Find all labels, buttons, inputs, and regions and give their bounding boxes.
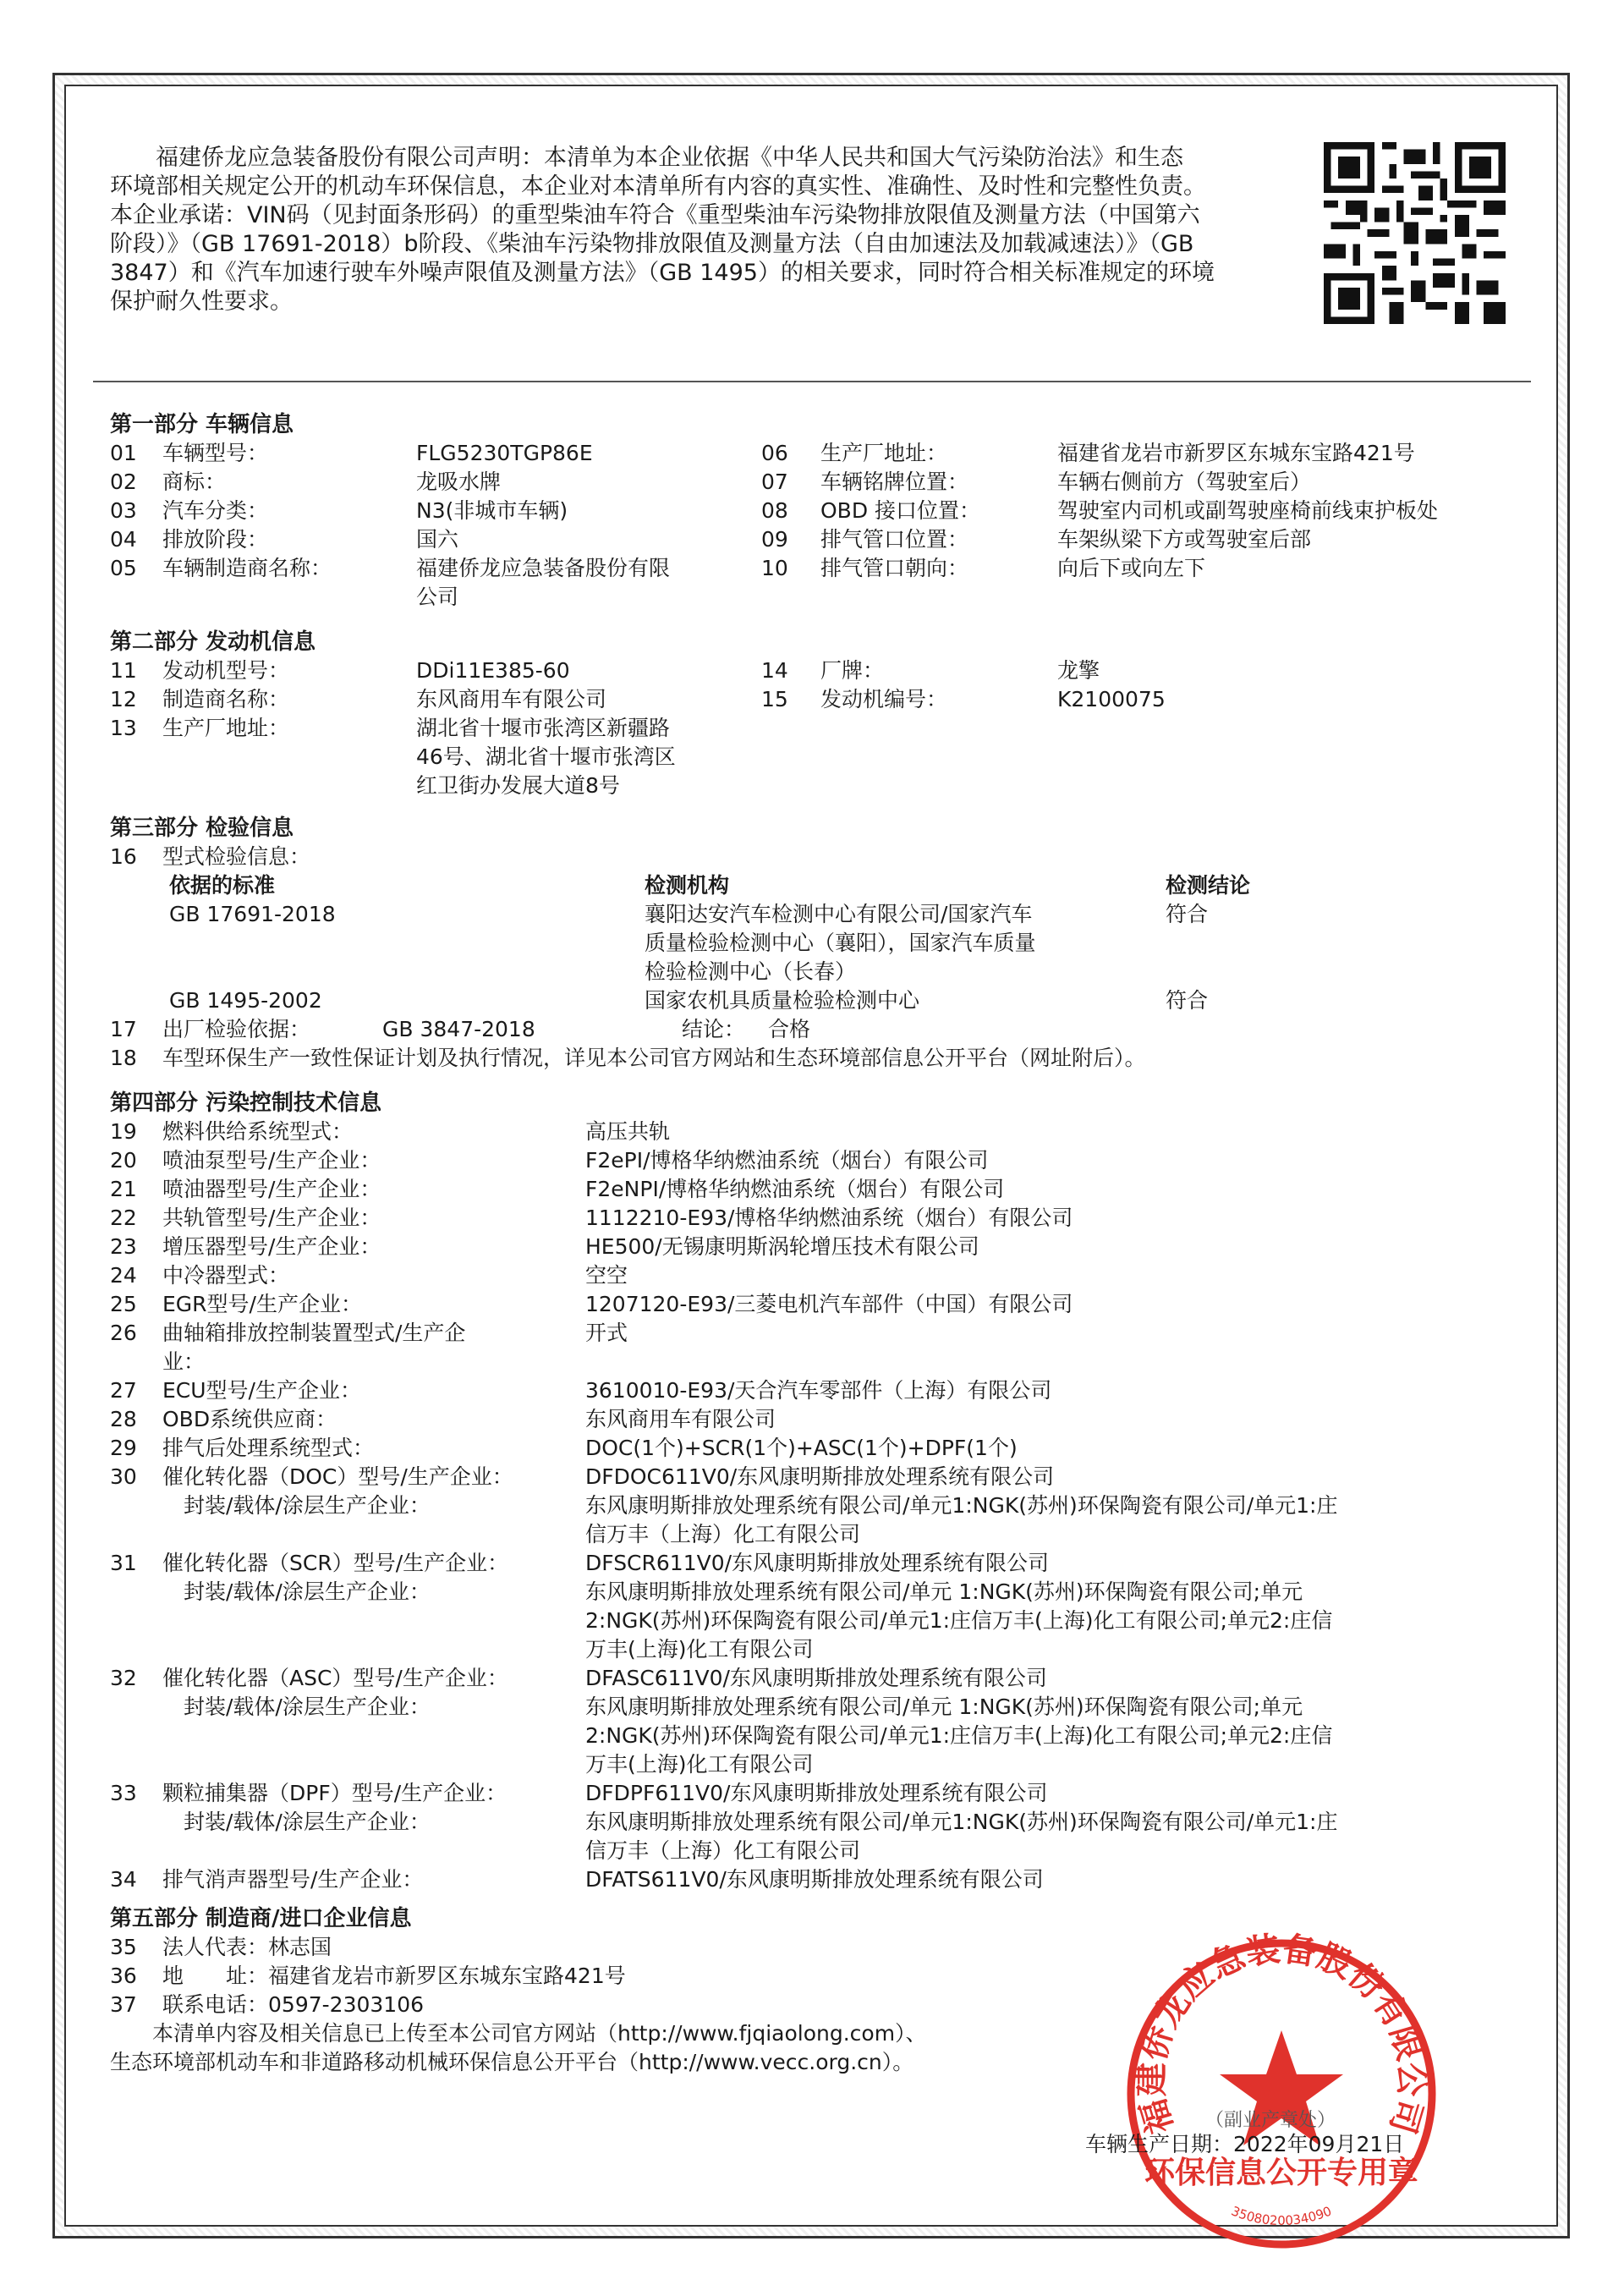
item-label: 催化转化器（DOC）型号/生产企业：: [162, 1464, 513, 1489]
item-value: 福建侨龙应急装备股份有限: [416, 556, 671, 580]
field-row: [761, 554, 1438, 583]
item-value: 东风康明斯排放处理系统有限公司/单元1:NGK(苏州)环保陶瓷有限公司/单元1:庄: [585, 1493, 1338, 1518]
item-number: [110, 583, 162, 612]
item-value: DFDPF611V0/东风康明斯排放处理系统有限公司: [585, 1781, 1048, 1805]
item-value: FLG5230TGP86E: [416, 441, 593, 465]
pollution-row: [110, 1607, 1497, 1635]
item-value: N3(非城市车辆): [416, 498, 568, 523]
item-number: [110, 1635, 162, 1664]
item-value: 高压共轨: [585, 1119, 671, 1144]
item-value: DFASC611V0/东风康明斯排放处理系统有限公司: [585, 1666, 1047, 1690]
field-row: [761, 656, 1166, 685]
item-label: 制造商名称：: [162, 687, 290, 711]
item-label: [162, 1635, 585, 1664]
pollution-row: [110, 1175, 1497, 1204]
item-label: 排气消声器型号/生产企业：: [162, 1867, 424, 1892]
footer-line: 本清单内容及相关信息已上传至本公司官方网站（http://www.fjqiaolong.com）、: [110, 2021, 927, 2046]
seal-code: 3508020034090: [1229, 2203, 1334, 2228]
item-number: [110, 772, 162, 800]
pollution-row: [110, 1348, 1497, 1376]
conclusion-value: 合格: [768, 1017, 811, 1041]
item-value: 龙擎: [1057, 658, 1100, 683]
item-number: [110, 1693, 162, 1722]
item-label: OBD系统供应商：: [162, 1407, 337, 1431]
pollution-row: [110, 1693, 1497, 1722]
item-label: 燃料供给系统型式：: [162, 1119, 354, 1144]
test-standard: [169, 929, 645, 958]
pollution-row: [110, 1463, 1497, 1491]
item-value: 国六: [416, 527, 459, 552]
field-row: [110, 1991, 626, 2019]
item-number: [110, 1607, 162, 1635]
item-label: 封装/载体/涂层生产企业：: [162, 1493, 431, 1518]
item-value: 向后下或向左下: [1057, 556, 1206, 580]
item-value: 信万丰（上海）化工有限公司: [585, 1838, 861, 1863]
item-value: DFATS611V0/东风康明斯排放处理系统有限公司: [585, 1867, 1044, 1892]
part4-items: [110, 1118, 1497, 1894]
test-result: 符合: [1166, 902, 1209, 926]
item-16: [110, 843, 310, 871]
item-label: 封装/载体/涂层生产企业：: [162, 1579, 431, 1604]
pollution-row: [110, 1722, 1497, 1750]
field-row: [110, 497, 754, 525]
item-label: 车辆铭牌位置：: [820, 470, 969, 494]
part1-title: 第一部分 车辆信息: [110, 412, 294, 437]
item-number: 19: [110, 1119, 137, 1144]
conclusion-label: 结论：: [682, 1017, 746, 1041]
test-table: [169, 900, 1438, 1015]
item-label: EGR型号/生产企业：: [162, 1292, 362, 1316]
item-number: 06: [761, 441, 788, 465]
item-value: 林志国: [268, 1935, 332, 1959]
declaration-line: 阶段）》（GB 17691-2018）b阶段、《柴油车污染物排放限值及测量方法（自由加速法及加载减速法）》（GB: [110, 231, 1194, 257]
field-row: [110, 583, 754, 612]
item-label: 催化转化器（SCR）型号/生产企业：: [162, 1551, 509, 1575]
production-date-label: 车辆生产日期：: [1085, 2132, 1234, 2156]
item-label: 车辆制造商名称：: [162, 556, 332, 580]
field-row: [110, 772, 754, 800]
item-label: 共轨管型号/生产企业：: [162, 1206, 381, 1230]
field-row: [110, 525, 754, 554]
field-row: [110, 714, 754, 743]
footer-line: 生态环境部机动车和非道路移动机械环保信息公开平台（http://www.vecc.org.cn）。: [110, 2050, 914, 2074]
item-value: 空空: [585, 1263, 628, 1288]
item-label: 厂牌：: [820, 658, 885, 683]
item-value: F2ePI/博格华纳燃油系统（烟台）有限公司: [585, 1148, 989, 1173]
item-number: [110, 1750, 162, 1779]
field-row: [110, 468, 754, 497]
item-value: 万丰(上海)化工有限公司: [585, 1637, 814, 1662]
item-number: 17: [110, 1017, 137, 1041]
item-number: 09: [761, 527, 788, 552]
part1-right: [761, 439, 1438, 583]
item-number: [110, 1348, 162, 1376]
seal-bottom-text: 环保信息公开专用章: [1144, 2155, 1419, 2190]
footer-note: [110, 2019, 927, 2077]
item-value: 1112210-E93/博格华纳燃油系统（烟台）有限公司: [585, 1206, 1073, 1230]
item-number: 29: [110, 1436, 137, 1460]
item-number: 32: [110, 1666, 137, 1690]
item-value: DFDOC611V0/东风康明斯排放处理系统有限公司: [585, 1464, 1055, 1489]
item-value: 湖北省十堰市张湾区新疆路: [416, 716, 671, 740]
item-label: 联系电话：: [162, 1992, 269, 2017]
item-value: 东风商用车有限公司: [585, 1407, 776, 1431]
field-row: [110, 1962, 626, 1991]
test-standard: [169, 958, 645, 986]
part2-left: [110, 656, 754, 800]
item-number: [110, 743, 162, 772]
item-number: 34: [110, 1867, 137, 1892]
item-number: 33: [110, 1781, 137, 1805]
item-value: 驾驶室内司机或副驾驶座椅前线束护板处: [1057, 498, 1439, 523]
item-value: 龙吸水牌: [416, 470, 502, 494]
test-row: [169, 929, 1438, 958]
item-label: [162, 1520, 585, 1549]
item-label: 喷油泵型号/生产企业：: [162, 1148, 381, 1173]
pollution-row: [110, 1520, 1497, 1549]
item-number: 27: [110, 1378, 137, 1403]
item-number: 36: [110, 1964, 137, 1988]
item-number: [110, 1808, 162, 1837]
item-label: 生产厂地址：: [820, 441, 948, 465]
item-label: 业：: [162, 1349, 206, 1374]
item-number: 08: [761, 498, 788, 523]
item-value: 2:NGK(苏州)环保陶瓷有限公司/单元1:庄信万丰(上海)化工有限公司;单元2:庄信: [585, 1723, 1333, 1748]
pollution-row: [110, 1118, 1497, 1146]
item-number: 02: [110, 470, 137, 494]
item-number: 30: [110, 1464, 137, 1489]
item-label: [162, 1750, 585, 1779]
item-number: [110, 1491, 162, 1520]
part2-title: 第二部分 发动机信息: [110, 629, 316, 655]
item-label: [162, 583, 416, 612]
item-value: 2:NGK(苏州)环保陶瓷有限公司/单元1:庄信万丰(上海)化工有限公司;单元2:庄信: [585, 1608, 1333, 1633]
field-row: [761, 439, 1438, 468]
pollution-row: [110, 1779, 1497, 1808]
item-text: 车型环保生产一致性保证计划及执行情况，详见本公司官方网站和生态环境部信息公开平台（网址附后）。: [162, 1046, 1146, 1070]
production-date-value: 2022年09月21日: [1233, 2132, 1405, 2156]
test-org: 国家农机具质量检验检测中心: [645, 988, 920, 1013]
item-value: 46号、湖北省十堰市张湾区: [416, 744, 676, 769]
item-value: 东风康明斯排放处理系统有限公司/单元 1:NGK(苏州)环保陶瓷有限公司;单元: [585, 1695, 1303, 1719]
item-number: 35: [110, 1935, 137, 1959]
item-number: [110, 1722, 162, 1750]
pollution-row: [110, 1290, 1497, 1319]
pollution-row: [110, 1405, 1497, 1434]
item-17: [110, 1015, 810, 1044]
item-number: 22: [110, 1206, 137, 1230]
field-row: [110, 685, 754, 714]
header-result: 检测结论: [1166, 873, 1251, 898]
field-row: [110, 1933, 626, 1962]
item-value: 公司: [416, 585, 459, 609]
part2-right: [761, 656, 1166, 714]
item-label: 发动机型号：: [162, 658, 290, 683]
test-standard: GB 1495-2002: [169, 988, 322, 1013]
item-label: [162, 743, 416, 772]
item-number: 14: [761, 658, 788, 683]
item-value: 东风商用车有限公司: [416, 687, 607, 711]
declaration-line: 福建侨龙应急装备股份有限公司声明：本清单为本企业依据《中华人民共和国大气污染防治法》和生态: [156, 145, 1183, 171]
item-label: 法人代表：: [162, 1935, 269, 1959]
pollution-row: [110, 1491, 1497, 1520]
part5-items: [110, 1933, 626, 2019]
item-value: GB 3847-2018: [382, 1017, 535, 1041]
item-number: 07: [761, 470, 788, 494]
test-result: 符合: [1166, 988, 1209, 1013]
pollution-row: [110, 1635, 1497, 1664]
item-value: 福建省龙岩市新罗区东城东宝路421号: [268, 1964, 626, 1988]
item-value: 开式: [585, 1321, 628, 1345]
item-value: 车架纵梁下方或驾驶室后部: [1057, 527, 1312, 552]
item-label: 排气管口位置：: [820, 527, 969, 552]
item-value: 0597-2303106: [268, 1992, 424, 2017]
field-row: [761, 685, 1166, 714]
item-value: 1207120-E93/三菱电机汽车部件（中国）有限公司: [585, 1292, 1073, 1316]
divider-top: [93, 381, 1531, 382]
field-row: [110, 743, 754, 772]
pollution-row: [110, 1204, 1497, 1233]
item-number: 12: [110, 687, 137, 711]
field-row: [761, 525, 1438, 554]
item-label: 发动机编号：: [820, 687, 948, 711]
test-standard: GB 17691-2018: [169, 902, 336, 926]
item-value: 红卫街办发展大道8号: [416, 773, 620, 798]
field-row: [110, 554, 754, 583]
item-number: 01: [110, 441, 137, 465]
declaration-line: 本企业承诺：VIN码（见封面条形码）的重型柴油车符合《重型柴油车污染物排放限值及测量方法（中国第六: [110, 202, 1200, 228]
item-label: 曲轴箱排放控制装置型式/生产企: [162, 1321, 466, 1345]
item-label: 出厂检验依据：: [162, 1017, 311, 1041]
production-date: [1085, 2128, 1404, 2158]
pollution-row: [110, 1146, 1497, 1175]
pollution-row: [110, 1837, 1497, 1865]
declaration-line: 保护耐久性要求。: [110, 288, 293, 315]
declaration-line: 环境部相关规定公开的机动车环保信息，本企业对本清单所有内容的真实性、准确性、及时性和完整性负责。: [110, 173, 1206, 200]
field-row: [110, 439, 754, 468]
pollution-row: [110, 1549, 1497, 1578]
pollution-row: [110, 1376, 1497, 1405]
header-org: 检测机构: [645, 873, 730, 898]
item-number: 05: [110, 556, 137, 580]
item-number: 04: [110, 527, 137, 552]
item-number: 13: [110, 716, 137, 740]
item-label: [162, 1722, 585, 1750]
declaration-text: [110, 144, 1286, 316]
item-value: K2100075: [1057, 687, 1166, 711]
item-number: 03: [110, 498, 137, 523]
pollution-row: [110, 1261, 1497, 1290]
item-label: 排气后处理系统型式：: [162, 1436, 375, 1460]
test-row: [169, 900, 1438, 929]
item-18: [110, 1044, 1146, 1073]
item-number: 15: [761, 687, 788, 711]
item-value: 3610010-E93/天合汽车零部件（上海）有限公司: [585, 1378, 1052, 1403]
item-number: [110, 1578, 162, 1607]
item-number: 26: [110, 1321, 137, 1345]
part1-left: [110, 439, 754, 612]
test-row: [169, 958, 1438, 986]
pollution-row: [110, 1808, 1497, 1837]
item-label: 颗粒捕集器（DPF）型号/生产企业：: [162, 1781, 508, 1805]
item-label: 排气管口朝向：: [820, 556, 969, 580]
seal-overlay-text: （副业产章处）: [1205, 2110, 1336, 2131]
part4-title: 第四部分 污染控制技术信息: [110, 1090, 382, 1116]
pollution-row: [110, 1233, 1497, 1261]
test-org: 质量检验检测中心（襄阳），国家汽车质量: [645, 931, 1036, 955]
pollution-row: [110, 1434, 1497, 1463]
qr-code: [1324, 142, 1506, 324]
item-label: 排放阶段：: [162, 527, 269, 552]
item-label: 喷油器型号/生产企业：: [162, 1177, 381, 1201]
item-label: 型式检验信息：: [162, 844, 311, 869]
header-standard: 依据的标准: [169, 873, 276, 898]
item-value: DDi11E385-60: [416, 658, 570, 683]
item-value: DFSCR611V0/东风康明斯排放处理系统有限公司: [585, 1551, 1050, 1575]
item-label: 增压器型号/生产企业：: [162, 1234, 381, 1259]
field-row: [761, 468, 1438, 497]
item-number: 23: [110, 1234, 137, 1259]
item-value: F2eNPI/博格华纳燃油系统（烟台）有限公司: [585, 1177, 1005, 1201]
item-number: 20: [110, 1148, 137, 1173]
item-label: 封装/载体/涂层生产企业：: [162, 1810, 431, 1834]
seal-ring-text: 福建侨龙应急装备股份有限公司: [1131, 1929, 1432, 2139]
item-label: [162, 1607, 585, 1635]
item-number: 16: [110, 844, 137, 869]
item-number: 21: [110, 1177, 137, 1201]
pollution-row: [110, 1865, 1497, 1894]
item-number: 25: [110, 1292, 137, 1316]
pollution-row: [110, 1664, 1497, 1693]
item-label: [162, 1837, 585, 1865]
declaration-line: 3847）和《汽车加速行驶车外噪声限值及测量方法》（GB 1495）的相关要求，同时符合相关标准规定的环境: [110, 260, 1215, 286]
item-value: 万丰(上海)化工有限公司: [585, 1752, 814, 1777]
item-value: 东风康明斯排放处理系统有限公司/单元 1:NGK(苏州)环保陶瓷有限公司;单元: [585, 1579, 1303, 1604]
item-number: 37: [110, 1992, 137, 2017]
item-label: 催化转化器（ASC）型号/生产企业：: [162, 1666, 508, 1690]
pollution-row: [110, 1319, 1497, 1348]
item-label: 封装/载体/涂层生产企业：: [162, 1695, 431, 1719]
item-value: HE500/无锡康明斯涡轮增压技术有限公司: [585, 1234, 979, 1259]
pollution-row: [110, 1750, 1497, 1779]
item-value: DOC(1个)+SCR(1个)+ASC(1个)+DPF(1个): [585, 1436, 1018, 1460]
item-label: 汽车分类：: [162, 498, 269, 523]
item-label: [162, 772, 416, 800]
item-number: [110, 1837, 162, 1865]
item-label: 生产厂地址：: [162, 716, 290, 740]
item-label: 中冷器型式：: [162, 1263, 290, 1288]
pollution-row: [110, 1578, 1497, 1607]
item-number: 31: [110, 1551, 137, 1575]
item-value: 东风康明斯排放处理系统有限公司/单元1:NGK(苏州)环保陶瓷有限公司/单元1:庄: [585, 1810, 1338, 1834]
part3-title: 第三部分 检验信息: [110, 816, 294, 841]
item-value: 信万丰（上海）化工有限公司: [585, 1522, 861, 1546]
item-number: 24: [110, 1263, 137, 1288]
item-value: 车辆右侧前方（驾驶室后）: [1057, 470, 1312, 494]
item-number: 28: [110, 1407, 137, 1431]
item-label: 商标：: [162, 470, 227, 494]
part5-title: 第五部分 制造商/进口企业信息: [110, 1906, 412, 1931]
item-number: [110, 1520, 162, 1549]
item-label: ECU型号/生产企业：: [162, 1378, 361, 1403]
item-label: 车辆型号：: [162, 441, 269, 465]
test-org: 襄阳达安汽车检测中心有限公司/国家汽车: [645, 902, 1033, 926]
field-row: [761, 497, 1438, 525]
company-seal: [1116, 1929, 1446, 2259]
item-number: 10: [761, 556, 788, 580]
item-value: 福建省龙岩市新罗区东城东宝路421号: [1057, 441, 1415, 465]
item-number: 11: [110, 658, 137, 683]
item-label: OBD 接口位置：: [820, 498, 981, 523]
item-number: 18: [110, 1046, 137, 1070]
item-label: 地 址：: [162, 1964, 269, 1988]
test-row: [169, 986, 1438, 1015]
field-row: [110, 656, 754, 685]
test-org: 检验检测中心（长春）: [645, 959, 857, 984]
